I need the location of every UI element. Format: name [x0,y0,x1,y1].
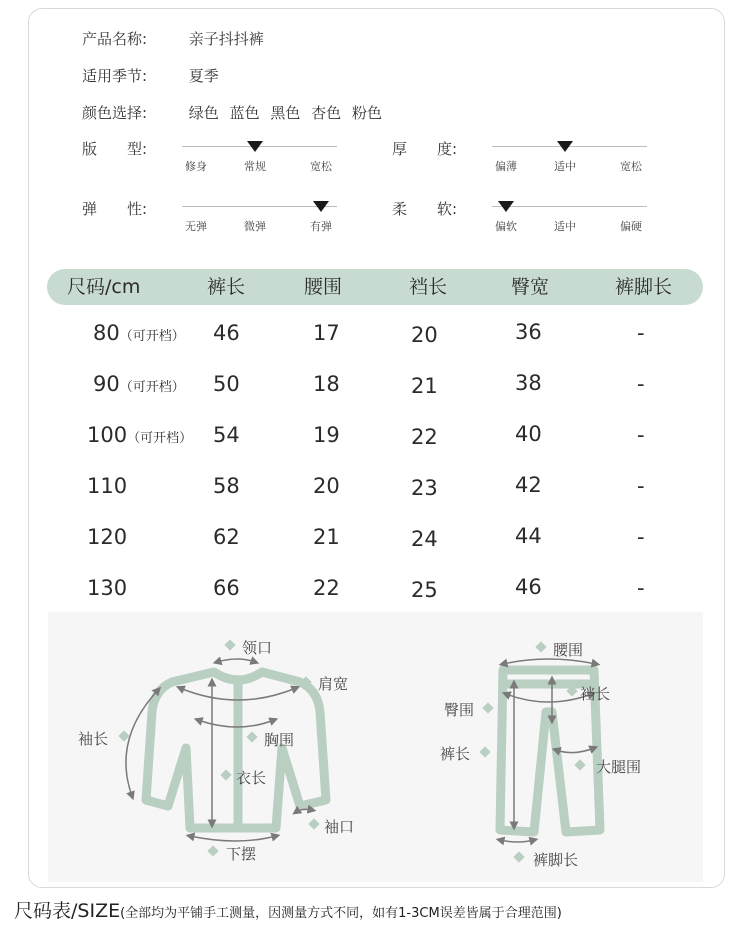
size-cell: 120 [87,525,128,549]
header-size: 尺码/cm [67,276,141,298]
scale-option: 偏薄 [495,160,517,173]
label-pants-length: 裤长 [440,745,471,763]
table-cell: 66 [213,576,240,600]
header-waist: 腰围 [304,276,343,298]
scale-option: 适中 [554,220,576,233]
product-name-value: 亲子抖抖裤 [188,30,264,48]
scale-option: 微弹 [244,220,266,233]
softness-scale-label: 柔 软: [392,200,458,218]
size-cell: 100（可开档） [87,423,193,447]
header-hip: 臀宽 [511,276,550,298]
label-hip: 臀围 [444,701,475,719]
table-cell: 23 [411,476,438,500]
table-cell: 18 [313,372,340,396]
table-cell: 25 [411,578,438,602]
table-cell: 38 [515,371,542,395]
label-hem: 下摆 [226,845,257,863]
header-pants-length: 裤长 [207,276,246,298]
size-chart-footer [14,896,744,923]
size-cell: 90（可开档） [93,372,185,396]
label-leg-opening: 裤脚长 [533,851,579,869]
table-cell: - [637,372,645,396]
table-cell: - [637,474,645,498]
label-chest: 胸围 [264,731,295,749]
size-cell: 130 [87,576,128,600]
scale-option: 无弹 [185,220,207,233]
scale-option: 宽松 [310,160,332,173]
season-value: 夏季 [188,67,219,85]
shirt-outline [146,672,326,828]
table-cell: 17 [313,321,340,345]
table-cell: 20 [313,474,340,498]
table-cell: 22 [411,425,438,449]
label-cuff: 袖口 [324,818,355,836]
color-label: 颜色选择: [82,104,148,122]
scale-option: 偏软 [495,220,517,233]
header-leg-opening: 裤脚长 [615,276,673,298]
table-cell: 50 [213,372,240,396]
table-cell: 19 [313,423,340,447]
table-cell: 36 [515,320,542,344]
size-cell: 110 [87,474,128,498]
table-cell: - [637,525,645,549]
label-crotch: 裆长 [580,685,611,703]
fit-scale-label: 版 型: [82,140,148,158]
label-sleeve: 袖长 [78,730,109,748]
table-cell: 20 [411,323,438,347]
table-cell: 24 [411,527,438,551]
scale-option: 偏硬 [620,220,642,233]
label-shoulder: 肩宽 [318,675,349,693]
size-cell: 80（可开档） [93,321,185,345]
color-option: 蓝色 [229,104,260,122]
table-cell: 42 [515,473,542,497]
product-name-label: 产品名称: [82,30,148,48]
scale-option: 修身 [185,160,207,173]
scale-option: 宽松 [620,160,642,173]
thickness-scale-label: 厚 度: [392,140,458,158]
label-length: 衣长 [236,769,267,787]
color-option: 粉色 [351,104,382,122]
table-cell: 21 [313,525,340,549]
scale-option: 适中 [554,160,576,173]
elasticity-scale-label: 弹 性: [82,200,148,218]
table-cell: 46 [515,575,542,599]
color-option: 绿色 [188,104,219,122]
footer-title: 尺码表/SIZE [14,900,121,922]
table-cell: - [637,321,645,345]
scale-option: 常规 [244,160,266,173]
table-cell: 40 [515,422,542,446]
header-crotch: 裆长 [409,276,448,298]
label-collar: 领口 [242,639,273,657]
color-option: 黑色 [270,104,301,122]
table-cell: 46 [213,321,240,345]
color-option: 杏色 [311,104,342,122]
table-cell: - [637,576,645,600]
footer-note: (全部均为平铺手工测量，因测量方式不同，如有1-3CM误差皆属于合理范围) [120,906,562,921]
label-thigh: 大腿围 [596,758,642,776]
label-waist: 腰围 [553,641,584,659]
table-cell: - [637,423,645,447]
table-cell: 58 [213,474,240,498]
table-cell: 44 [515,524,542,548]
table-cell: 21 [411,374,438,398]
table-cell: 22 [313,576,340,600]
season-label: 适用季节: [82,67,148,85]
scale-option: 有弹 [310,220,332,233]
table-cell: 54 [213,423,240,447]
table-cell: 62 [213,525,240,549]
